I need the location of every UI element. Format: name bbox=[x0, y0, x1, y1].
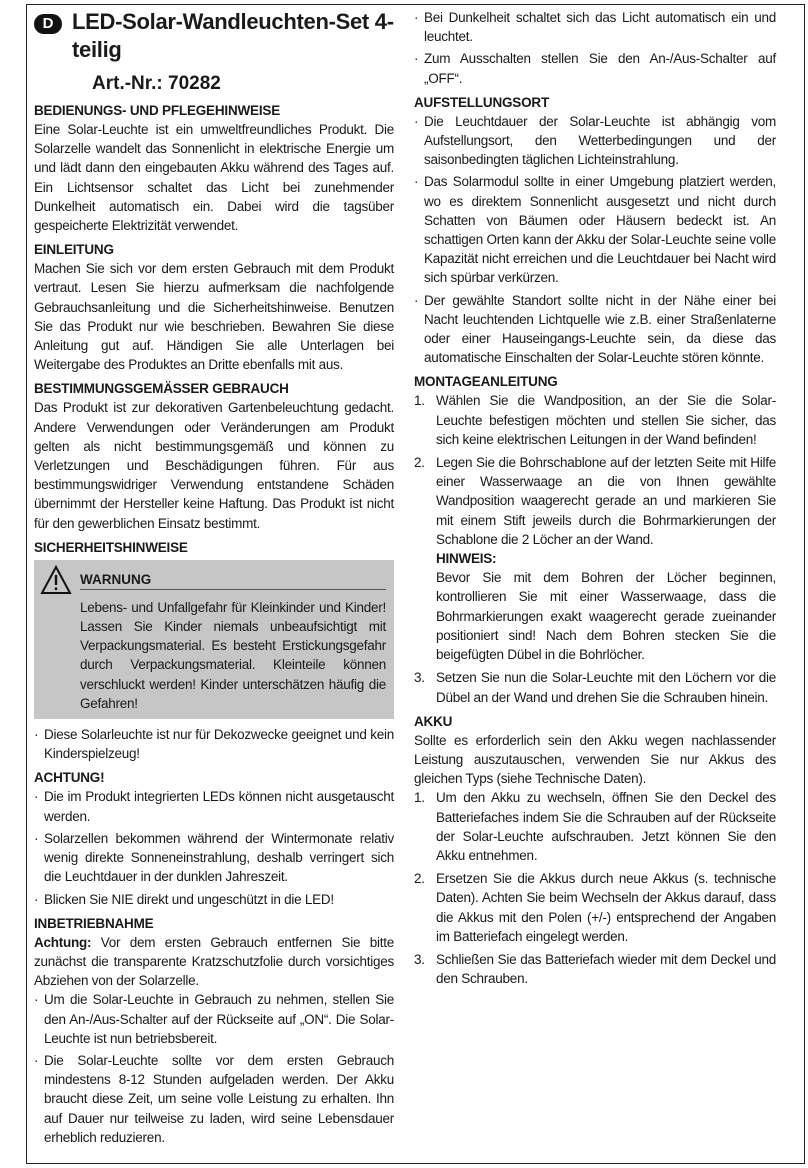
mounting-step-3 bbox=[414, 668, 776, 706]
battery-step-2 bbox=[414, 869, 776, 946]
commissioning-bullet-4: · Zum Ausschalten stellen Sie den An-/Aus-Schalter auf „OFF“. bbox=[414, 49, 776, 87]
left-column bbox=[34, 8, 394, 1150]
battery-step-1 bbox=[414, 788, 776, 865]
location-bullet-1: · Die Leuchtdauer der Solar-Leuchte ist abhängig vom Aufstellungsort, den Wetterbedingungen und der saisonbedingten täglichen Lichteinstrahlung. bbox=[414, 112, 776, 170]
mounting-step-1-number: 1. bbox=[414, 393, 425, 409]
safety-bullet: · Diese Solarleuchte ist nur für Dekozwecke geeignet und kein Kinderspielzeug! bbox=[34, 725, 394, 763]
mounting-step-1-text: Wählen Sie die Wandposition, an der Sie die Solar-Leuchte befestigen möchten und stellen Sie sicher, das sich keine elektrischen Leitungen in der Wand befinden! bbox=[436, 393, 776, 447]
battery-step-3 bbox=[414, 950, 776, 988]
attention-bullet-3: · Blicken Sie NIE direkt und ungeschützt in die LED! bbox=[34, 890, 394, 909]
care-text: Eine Solar-Leuchte ist ein umweltfreundliches Produkt. Die Solarzelle wandelt das Sonnenlicht in elektrische Energie um und lädt dann den eingebauten Akku während des Tages auf. Ein Lichtsensor schaltet das Licht bei zunehmender Dunkelheit automatisch ein. Dabei wird die tagsüber gespeicherte Elektrizität verwendet. bbox=[34, 122, 394, 234]
battery-step-3-text: Schließen Sie das Batteriefach wieder mit dem Deckel und den Schrauben. bbox=[436, 951, 776, 987]
commissioning-lead-bold: Achtung: bbox=[34, 934, 92, 950]
commissioning-bullet-3: · Bei Dunkelheit schaltet sich das Licht automatisch ein und leuchtet. bbox=[414, 8, 776, 46]
right-column bbox=[414, 8, 776, 992]
attention-heading: ACHTUNG! bbox=[34, 770, 105, 786]
battery-step-3-number: 3. bbox=[414, 951, 425, 967]
attention-bullet-2: · Solarzellen bekommen während der Wintermonate relativ wenig direkte Sonneneinstrahlung, deshalb verringert sich die Leuchtdauer in der dunklen Jahreszeit. bbox=[34, 829, 394, 887]
commissioning-lead-text: Vor dem ersten Gebrauch entfernen Sie bitte zunächst die transparente Kratzschutzfolie durch vorsichtiges Abziehen von der Solarzelle. bbox=[34, 934, 394, 989]
page-title: LED-Solar-Wandleuchten-Set 4-teilig bbox=[72, 9, 394, 62]
intended-use-heading: BESTIMMUNGSGEMÄSSER GEBRAUCH bbox=[34, 381, 289, 397]
location-bullet-2: · Das Solarmodul sollte in einer Umgebung platziert werden, wo es direktem Sonnenlicht ausgesetzt und nicht durch Schatten von Bäumen oder Häusern bedeckt ist. An schattigen Orten kann der Akku der Solar-Leuchte seine volle Kapazität nicht erreichen und die Leuchtdauer bei Nacht wird sich spürbar verkürzen. bbox=[414, 172, 776, 287]
safety-heading: SICHERHEITSHINWEISE bbox=[34, 539, 188, 555]
mounting-heading: MONTAGEANLEITUNG bbox=[414, 374, 558, 390]
battery-step-1-text: Um den Akku zu wechseln, öffnen Sie den Deckel des Batteriefaches indem Sie die Schrauben auf der Rückseite der Solar-Leuchte aufschrauben. Jetzt können Sie den Akku entnehmen. bbox=[436, 790, 776, 863]
attention-bullet-1: · Die im Produkt integrierten LEDs können nicht ausgetauscht werden. bbox=[34, 787, 394, 825]
intended-use-text: Das Produkt ist zur dekorativen Gartenbeleuchtung gedacht. Andere Verwendungen oder Veränderungen am Produkt gelten als nicht bestimmungsgemäß und können zu Verletzungen und Beschädigungen führen. Für aus bestimmungswidriger Verwendung entstandene Schäden übernimmt der Hersteller keine Haftung. Das Produkt ist nicht für den gewerblichen Einsatz bestimmt. bbox=[34, 400, 394, 531]
care-heading: BEDIENUNGS- UND PFLEGEHINWEISE bbox=[34, 103, 281, 118]
battery-step-2-text: Ersetzen Sie die Akkus durch neue Akkus (s. technische Daten). Achten Sie beim Wechseln der Akkus darauf, dass die Akkus mit den Polen (+/-) entsprechend der Angaben im Batteriefach eingelegt werden. bbox=[436, 871, 776, 944]
location-heading: AUFSTELLUNGSORT bbox=[414, 94, 549, 110]
mounting-step-2-number: 2. bbox=[414, 455, 425, 471]
mounting-step-3-number: 3. bbox=[414, 670, 425, 686]
battery-step-1-number: 1. bbox=[414, 790, 425, 806]
mounting-hint-heading: HINWEIS: bbox=[436, 551, 497, 567]
mounting-hint-text: Bevor Sie mit dem Bohren der Löcher beginnen, kontrollieren Sie mit einer Wasserwaage, dass die Bohrmarkierungen exakt waagerecht gerade zueinander positioniert sind! Nach dem Bohren stecken Sie die beigefügten Dübel in die Bohrlöcher. bbox=[436, 570, 776, 663]
mounting-step-3-text: Setzen Sie nun die Solar-Leuchte mit den Löchern vor die Dübel an der Wand und drehen Sie die Schrauben hinein. bbox=[436, 670, 776, 705]
commissioning-bullet-2: · Die Solar-Leuchte sollte vor dem ersten Gebrauch mindestens 8-12 Stunden aufgeladen werden. Der Akku braucht diese Zeit, um seine volle Leistung zu erhalten. Ihn auf Dauer nur teilweise zu laden, wird seine Lebensdauer erheblich reduzieren. bbox=[34, 1051, 394, 1147]
location-bullet-3: · Der gewählte Standort sollte nicht in der Nähe einer bei Nacht leuchtenden Lichtquelle wie z.B. einer Straßenlaterne oder einer Hauseingangs-Leuchte sein, da diese das automatische Einschalten der Solar-Leuchte stören könnte. bbox=[414, 291, 776, 368]
battery-heading: AKKU bbox=[414, 713, 453, 729]
title-row bbox=[34, 8, 394, 64]
mounting-step-2 bbox=[414, 453, 776, 664]
mounting-step-2-text: Legen Sie die Bohrschablone auf der letzten Seite mit Hilfe einer Wasserwaage an die von Ihnen gewählte Wandposition waagerecht gerade an und markieren Sie mit einem Stift jeweils durch die Bohrmarkierungen der Schablone die 2 Löcher an der Wand. bbox=[436, 455, 776, 547]
intro-text: Machen Sie sich vor dem ersten Gebrauch mit dem Produkt vertraut. Lesen Sie hierzu aufmerksam die nachfolgende Gebrauchsanleitung und die Sicherheitshinweise. Benutzen Sie das Produkt nur wie beschrieben. Bewahren Sie diese Anleitung gut auf. Händigen Sie alle Unterlagen bei Weitergabe des Produktes an Dritte ebenfalls mit aus. bbox=[34, 261, 394, 373]
language-badge: D bbox=[34, 14, 62, 34]
warning-header bbox=[40, 565, 386, 595]
article-number: Art.-Nr.: 70282 bbox=[92, 73, 221, 94]
warning-title: WARNUNG bbox=[80, 570, 386, 590]
warning-triangle-icon bbox=[40, 565, 72, 595]
commissioning-bullet-1: · Um die Solar-Leuchte in Gebrauch zu nehmen, stellen Sie den An-/Aus-Schalter auf der Rückseite auf „ON“. Die Solar-Leuchte ist nun betriebsbereit. bbox=[34, 990, 394, 1048]
commissioning-heading: INBETRIEBNAHME bbox=[34, 915, 154, 931]
mounting-step-1 bbox=[414, 391, 776, 449]
commissioning-lead bbox=[34, 933, 394, 991]
warning-text: Lebens- und Unfallgefahr für Kleinkinder und Kinder! Lassen Sie Kinder niemals unbeaufsichtigt mit Verpackungsmaterial. Es besteht Erstickungsgefahr durch Verpackungsmaterial. Kleinteile können verschluckt werden! Kinder unterschätzen häufig die Gefahren! bbox=[80, 599, 386, 711]
battery-text: Sollte es erforderlich sein den Akku wegen nachlassender Leistung auszutauschen, verwenden Sie nur Akkus des gleichen Typs (siehe Technische Daten). bbox=[414, 732, 776, 787]
intro-heading: EINLEITUNG bbox=[34, 242, 114, 258]
battery-step-2-number: 2. bbox=[414, 871, 425, 887]
warning-box bbox=[34, 560, 394, 719]
